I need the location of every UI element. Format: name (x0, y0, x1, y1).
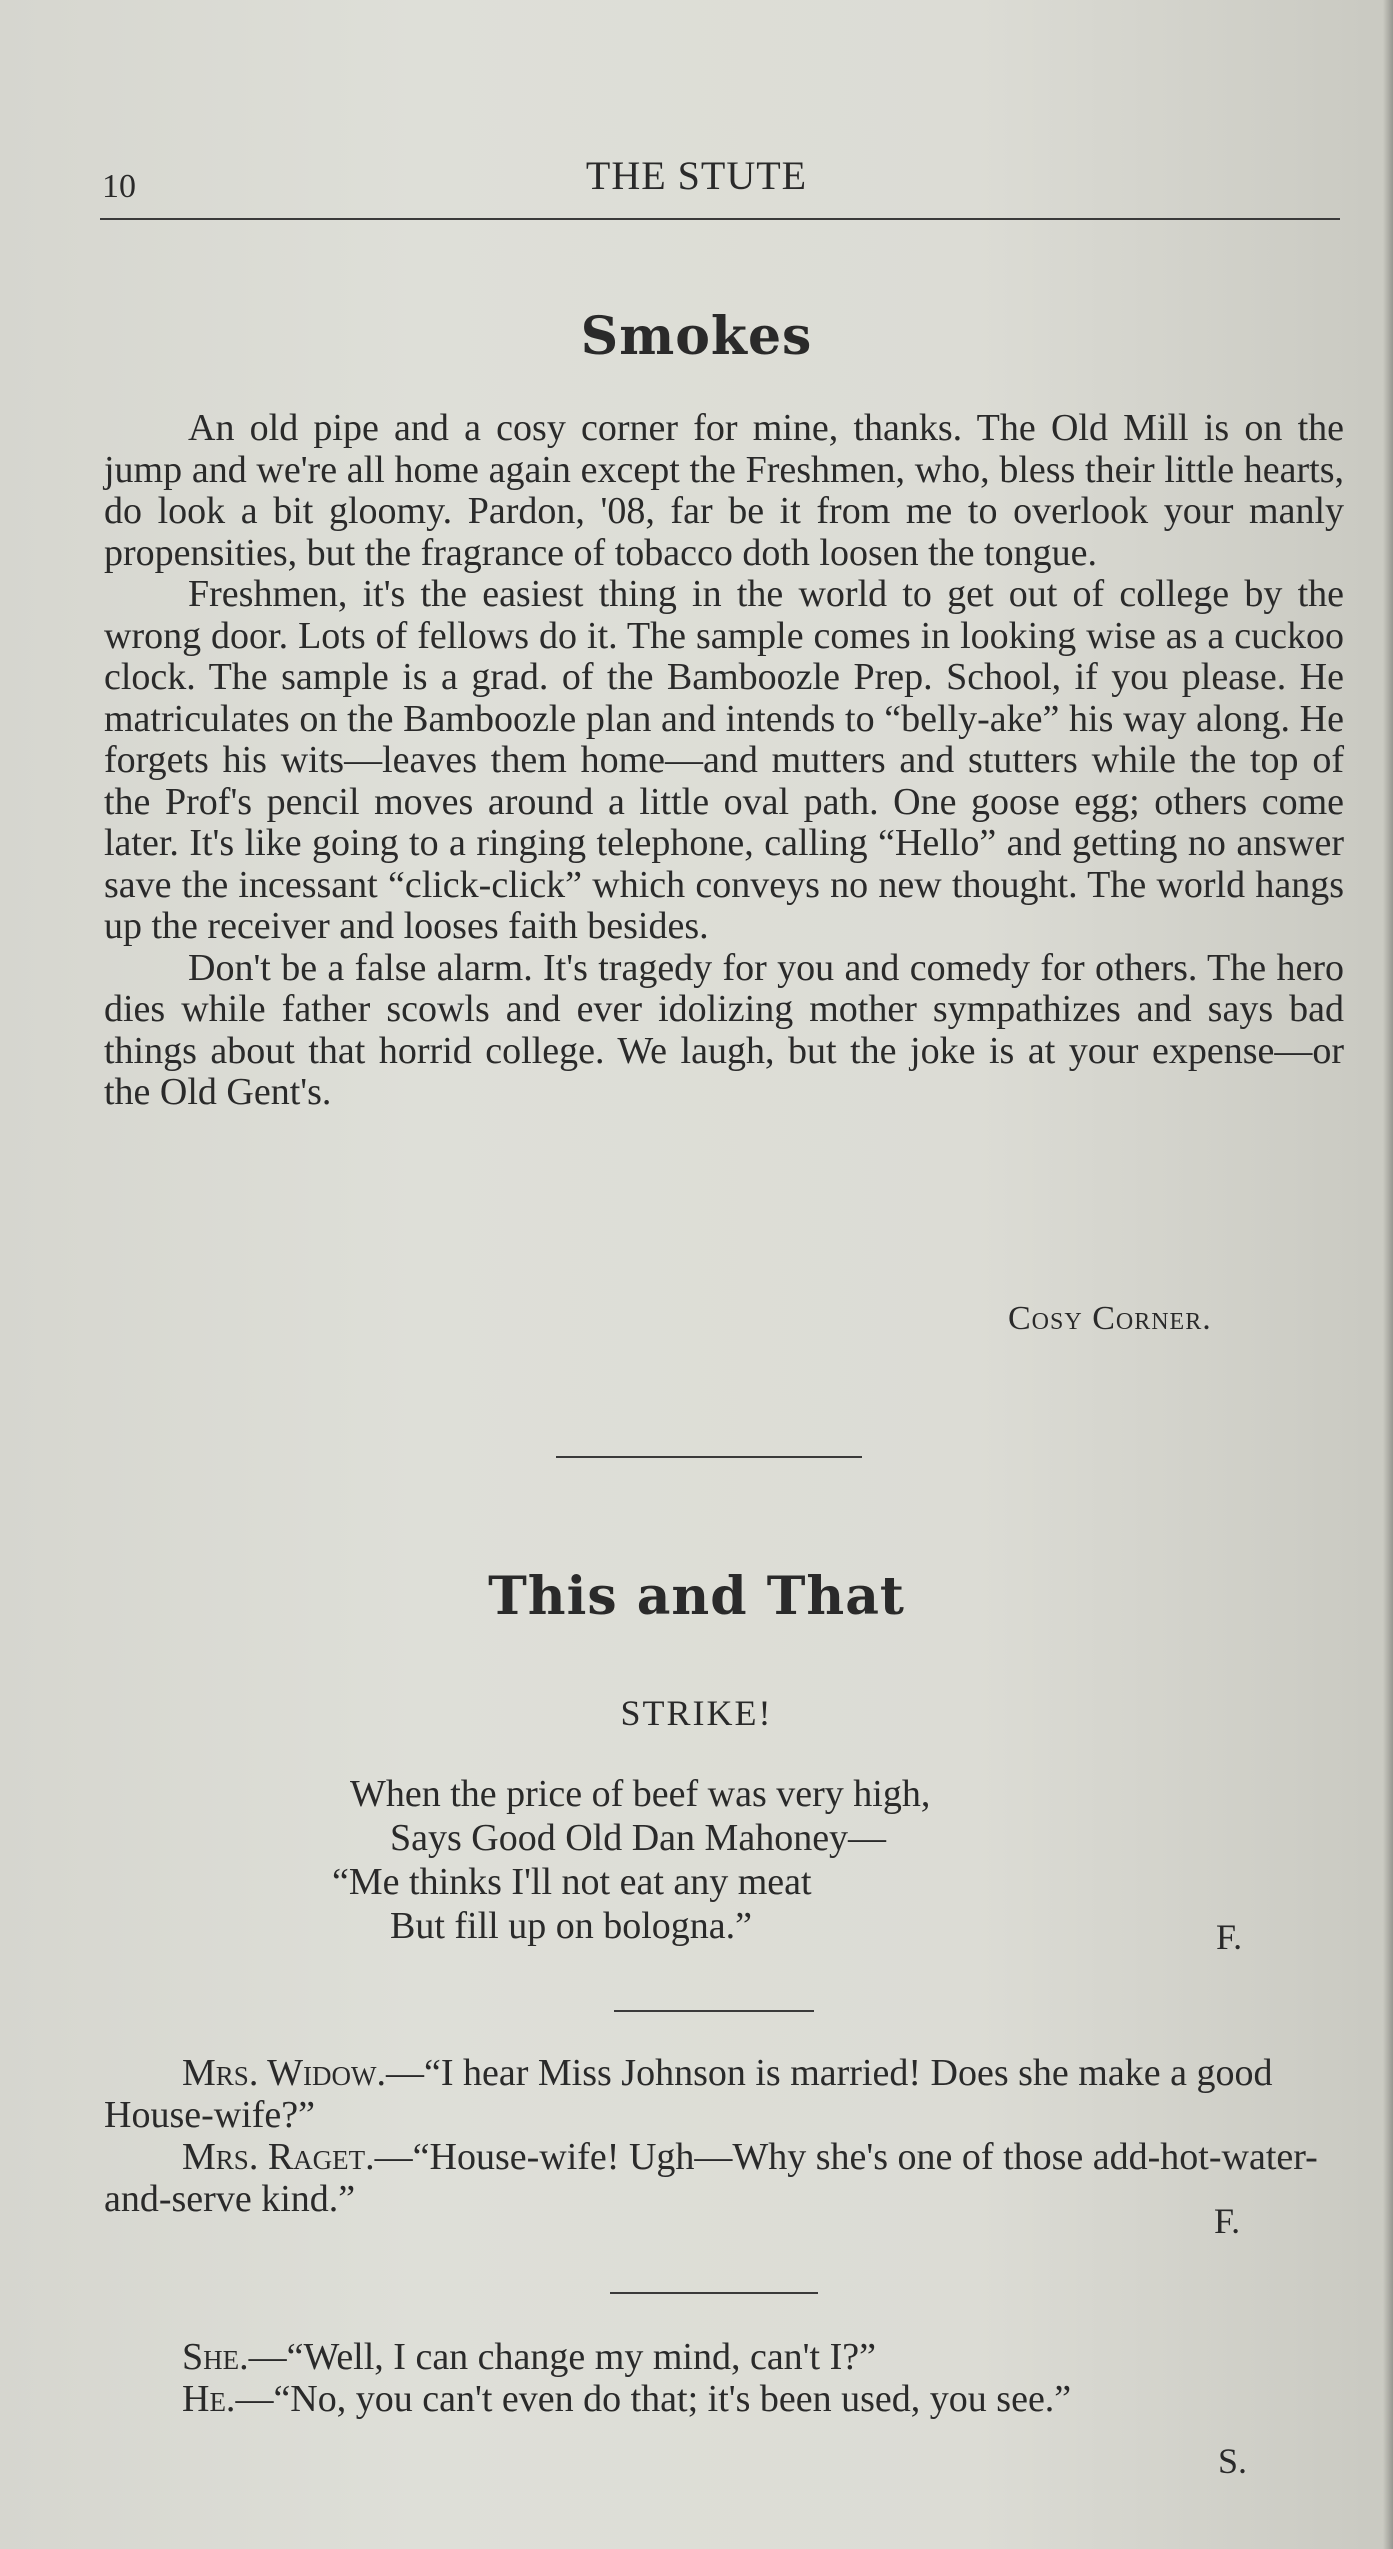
article-signature: Cosy Corner. (1008, 1300, 1212, 1337)
paragraph: Don't be a false alarm. It's tragedy for you and comedy for others. The hero dies while father scowls and ever idolizing mother sympathizes and says bad things about that horrid college. We laugh, but the joke is at your expense—or the Old Gent's. (104, 946, 1344, 1113)
dialog-line (104, 2136, 1344, 2220)
dialog-widow-raget (104, 2052, 1344, 2220)
speech: —“Well, I can change my mind, can't I?” (248, 2336, 876, 2378)
speech: —“I hear Miss Johnson is married! Does she make a good House-wife?” (104, 2052, 1273, 2136)
poem (332, 1772, 931, 1948)
smokes-article (104, 408, 1344, 1114)
paragraph: Freshmen, it's the easiest thing in the world to get out of college by the wrong door. Lots of fellows do it. The sample comes in looking wise as a cuckoo clock. The sample is a grad. of the Bamboozle Prep. School, if you please. He matriculates on the Bamboozle plan and intends to “belly-ake” his way along. He forgets his wits—leaves them home—and mutters and stutters while the top of the Prof's pencil moves around a little oval path. One goose egg; others come later. It's like going to a ringing telephone, calling “Hello” and getting no answer save the incessant “click-click” which conveys no new thought. The world hangs up the receiver and looses faith besides. (104, 573, 1344, 947)
poem-line: “Me thinks I'll not eat any meat (332, 1861, 812, 1903)
dialog-line (104, 2378, 1344, 2420)
dialog-line (104, 2052, 1344, 2136)
poem-line: Says Good Old Dan Mahoney— (390, 1817, 887, 1859)
running-head: THE STUTE (585, 153, 808, 198)
speaker: Mrs. Raget. (182, 2136, 375, 2178)
section-title-smokes: Smokes (580, 306, 813, 367)
poem-initial: F. (1216, 1917, 1243, 1957)
dialog-she-he (104, 2336, 1344, 2420)
dialog-initial: S. (1218, 2441, 1248, 2481)
dialog-line (104, 2336, 1344, 2378)
section-divider (556, 1456, 862, 1458)
speaker: He. (182, 2378, 236, 2420)
poem-line: But fill up on bologna.” (390, 1905, 753, 1947)
paragraph: An old pipe and a cosy corner for mine, thanks. The Old Mill is on the jump and we're all home again except the Freshmen, who, bless their little hearts, do look a bit gloomy. Pardon, '08, far be it from me to overlook your manly propensities, but the fragrance of tobacco doth loosen the tongue. (104, 407, 1344, 574)
header-rule (100, 218, 1340, 220)
page-number: 10 (102, 168, 136, 205)
speaker: She. (182, 2336, 249, 2378)
speech: —“No, you can't even do that; it's been used, you see.” (235, 2378, 1072, 2420)
dialog-initial: F. (1214, 2201, 1241, 2241)
section-title-this-and-that: This and That (488, 1566, 905, 1627)
poem-title: STRIKE! (620, 1693, 773, 1733)
speech: —“House-wife! Ugh—Why she's one of those add-hot-water-and-serve kind.” (104, 2136, 1318, 2220)
item-divider (614, 2010, 814, 2012)
item-divider (610, 2292, 818, 2294)
speaker: Mrs. Widow. (182, 2052, 386, 2094)
poem-line: When the price of beef was very high, (350, 1773, 931, 1815)
